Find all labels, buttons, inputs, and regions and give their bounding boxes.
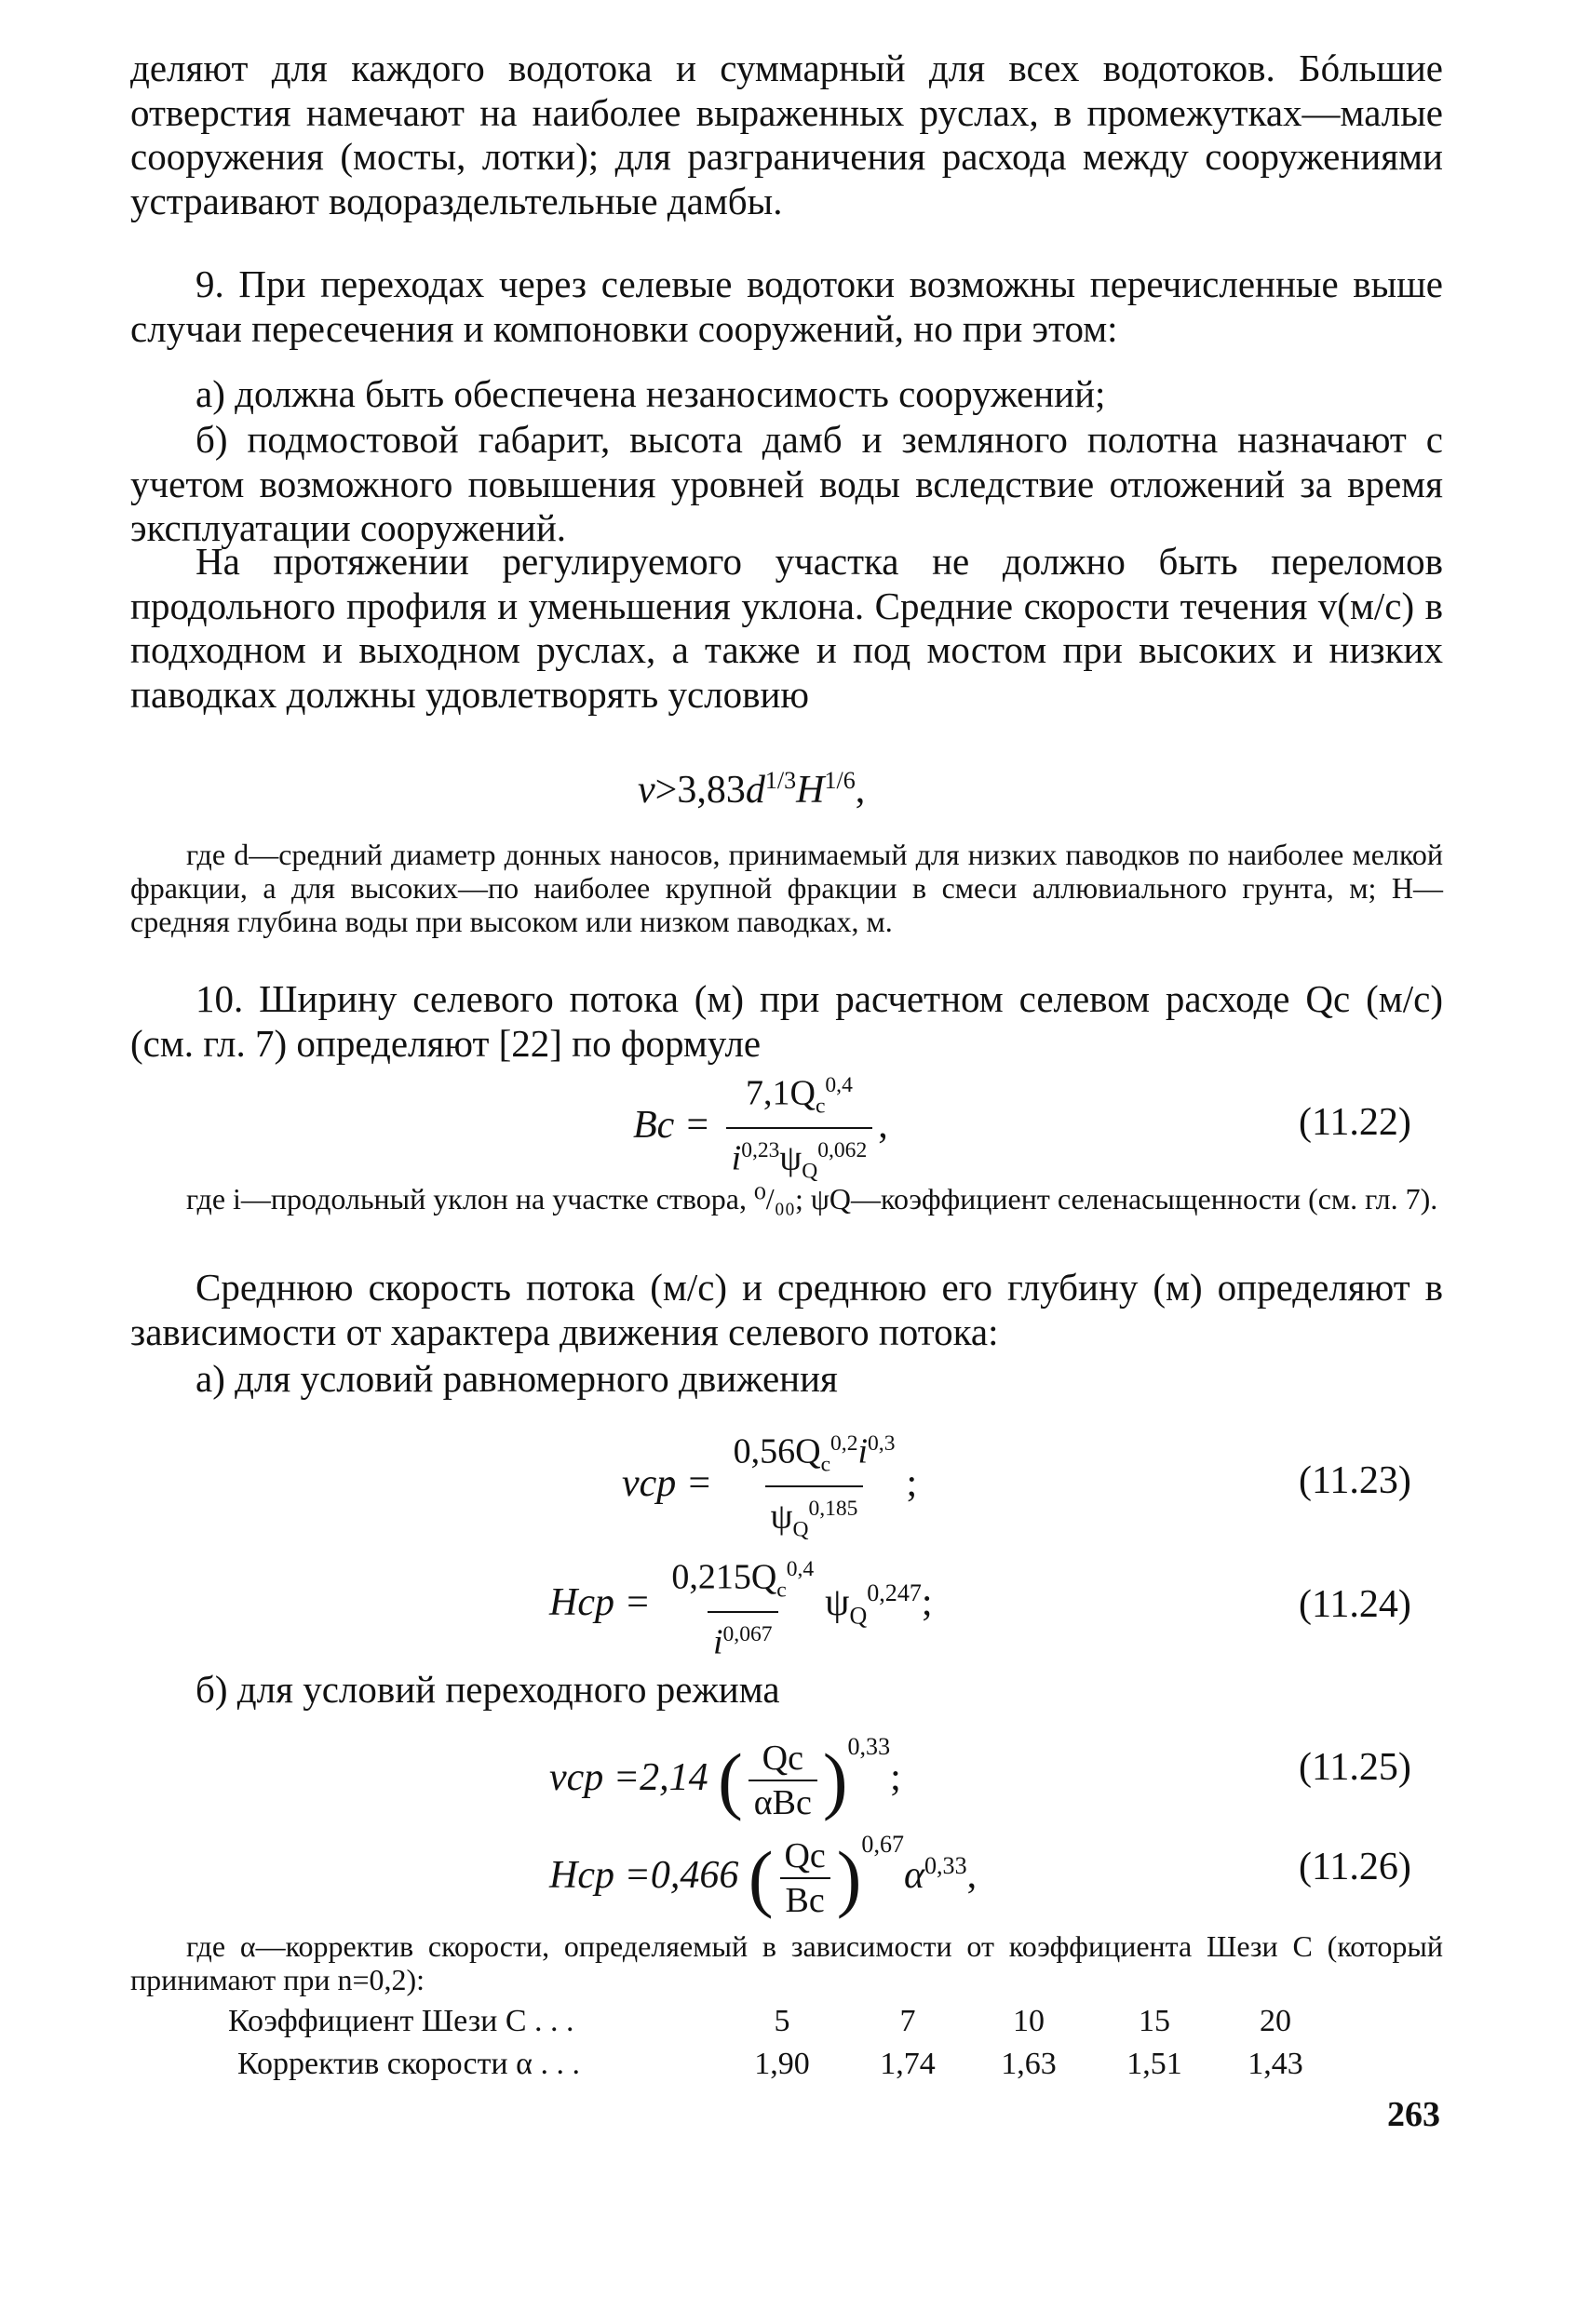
formula-lhs: vср =	[622, 1461, 713, 1505]
denominator: Bc	[780, 1877, 830, 1920]
numerator	[666, 1550, 819, 1611]
denominator	[708, 1611, 778, 1662]
num-sup: 0,2	[830, 1431, 858, 1456]
den-psi: ψ	[779, 1138, 802, 1178]
table-cell: 20	[1260, 2004, 1291, 2038]
table-cell: 10	[1013, 2004, 1045, 2038]
table-cell: 15	[1139, 2004, 1170, 2038]
equation-number: (11.25)	[1299, 1746, 1411, 1789]
num-main: 0,215Q	[671, 1557, 777, 1597]
formula-lhs: v	[638, 769, 655, 812]
formula-lhs: Hср =0,466	[549, 1854, 739, 1897]
formula-11-26	[549, 1822, 977, 1920]
denominator: αBc	[749, 1780, 817, 1822]
den-i-sup: 0,23	[741, 1138, 780, 1163]
equation-number: (11.26)	[1299, 1846, 1411, 1888]
formula-11-24	[549, 1550, 933, 1662]
fraction	[749, 1739, 817, 1822]
numerator: Qc	[762, 1739, 803, 1779]
den-sup: 0,185	[808, 1497, 858, 1522]
formula-punct: ;	[906, 1461, 918, 1505]
tail-sup: 0,33	[924, 1852, 967, 1879]
numerator	[740, 1066, 858, 1127]
formula-11-23	[622, 1424, 917, 1550]
paragraph-regulated-section: На протяжении регулируемого участка не должно быть переломов продольного профиля и уменьшения уклона. Средние скорости течения v(м/с) в подходном и выходном руслах, а также и под мостом при высоких и низких паводках должны удовлетворять условию	[130, 540, 1443, 716]
paragraph-mean-velocity: Среднюю скорость потока (м/с) и среднюю его глубину (м) определяют в зависимости от характера движения селевого потока:	[130, 1266, 1443, 1353]
table-cell: 1,63	[1001, 2047, 1057, 2081]
tail-psi: ψ	[825, 1581, 850, 1625]
exponent: 0,33	[847, 1733, 891, 1760]
formula-punct: ,	[966, 1854, 978, 1897]
paragraph-item-10: 10. Ширину селевого потока (м) при расчетном селевом расходе Qс (м/с) (см. гл. 7) определяют [22] по формуле	[130, 977, 1443, 1065]
num-sup: 0,4	[786, 1557, 815, 1581]
formula-11-25	[549, 1725, 901, 1822]
tail-sup: 0,247	[867, 1579, 922, 1607]
num-i-sup: 0,3	[868, 1431, 896, 1456]
note-alpha-definition: где α—корректив скорости, определяемый в зависимости от коэффициента Шези С (который принимают при n=0,2):	[130, 1929, 1443, 1996]
left-paren: (	[748, 1837, 774, 1920]
right-paren: )	[822, 1740, 848, 1822]
formula-relation: >3,83	[654, 769, 746, 812]
formula-11-22	[633, 1066, 888, 1191]
table-row-correction	[228, 2046, 1345, 2083]
formula-h-exp: 1/6	[824, 767, 856, 794]
tail-alpha: α	[903, 1854, 925, 1897]
formula-punct: ,	[855, 769, 866, 812]
row-label: Коэффициент Шези C . . .	[228, 2004, 574, 2038]
num-sub: c	[820, 1452, 831, 1477]
fraction	[726, 1066, 873, 1191]
list-item-a2: а) для условий равномерного движения	[196, 1357, 838, 1400]
exponent: 0,67	[861, 1831, 904, 1858]
fraction	[728, 1424, 901, 1550]
equation-number: (11.24)	[1299, 1583, 1411, 1626]
equation-number: (11.22)	[1299, 1101, 1411, 1144]
left-paren: (	[718, 1740, 743, 1822]
numerator: Qc	[784, 1836, 826, 1876]
page-number: 263	[1387, 2095, 1440, 2134]
table-cell: 1,90	[754, 2047, 810, 2081]
den-psi-sup: 0,062	[817, 1138, 868, 1163]
den-sup: 0,067	[722, 1622, 773, 1647]
num-sub: c	[776, 1578, 787, 1603]
formula-punct: ,	[878, 1103, 888, 1147]
den-i: i	[731, 1138, 742, 1178]
num-main: 7,1Q	[746, 1073, 816, 1113]
list-item-a1: а) должна быть обеспечена незаносимость сооружений;	[196, 372, 1106, 415]
table-row-chezy	[228, 2003, 1345, 2040]
formula-d-exp: 1/3	[764, 767, 797, 794]
paragraph-continued: деляют для каждого водотока и суммарный для всех водотоков. Бóльшие отверстия намечают на наиболее выраженных руслах, в промежутках—малые сооружения (мосты, лотки); для разграничения расхода между сооружениями устраивают водораздельтельные дамбы.	[130, 47, 1443, 222]
num-i: i	[857, 1431, 869, 1471]
num-sup: 0,4	[825, 1073, 853, 1097]
denominator	[765, 1485, 864, 1549]
list-item-b1: б) подмостовой габарит, высота дамб и земляного полотна назначают с учетом возможного повышения уровней воды вследствие отложений за время эксплуатации сооружений.	[130, 418, 1443, 549]
fraction	[666, 1550, 819, 1662]
table-cell: 1,74	[880, 2047, 936, 2081]
formula-h: H	[796, 769, 825, 812]
formula-punct: ;	[921, 1581, 933, 1625]
formula-lhs: Bс =	[633, 1103, 711, 1147]
num-sub: c	[815, 1094, 826, 1119]
formula-punct: ;	[890, 1756, 901, 1799]
tail-sub: Q	[849, 1602, 868, 1630]
formula-lhs: Hср =	[549, 1581, 651, 1625]
den-main: ψ	[770, 1497, 793, 1537]
table-cell: 1,51	[1126, 2047, 1182, 2081]
fraction	[778, 1836, 830, 1920]
note-d-definition: где d—средний диаметр донных наносов, принимаемый для низких паводков по наиболее мелкой фракции, а для высоких—по наиболее крупной фракции в смеси аллювиального грунта, м; H—средняя глубина воды при высоком или низком паводках, м.	[130, 838, 1443, 938]
formula-d: d	[745, 769, 765, 812]
list-item-b2: б) для условий переходного режима	[196, 1668, 780, 1711]
table-cell: 1,43	[1248, 2047, 1303, 2081]
formula-lhs: vср =2,14	[549, 1756, 708, 1799]
den-main: i	[712, 1622, 723, 1662]
formula-velocity-condition	[638, 759, 865, 813]
num-main: 0,56Q	[733, 1431, 821, 1471]
den-sub: Q	[792, 1517, 809, 1542]
right-paren: )	[836, 1837, 862, 1920]
den-psi-sub: Q	[802, 1159, 818, 1184]
numerator	[728, 1424, 901, 1485]
note-i-definition: где i—продольный уклон на участке створа, ⁰/₀₀; ψQ—коэффициент селенасыщенности (см. гл. 7).	[186, 1182, 1438, 1216]
table-cell: 5	[774, 2004, 790, 2038]
table-cell: 7	[899, 2004, 916, 2038]
equation-number: (11.23)	[1299, 1459, 1411, 1502]
paragraph-item-9: 9. При переходах через селевые водотоки возможны перечисленные выше случаи пересечения и компоновки сооружений, но при этом:	[130, 262, 1443, 350]
row-label: Корректив скорости α . . .	[237, 2047, 580, 2081]
